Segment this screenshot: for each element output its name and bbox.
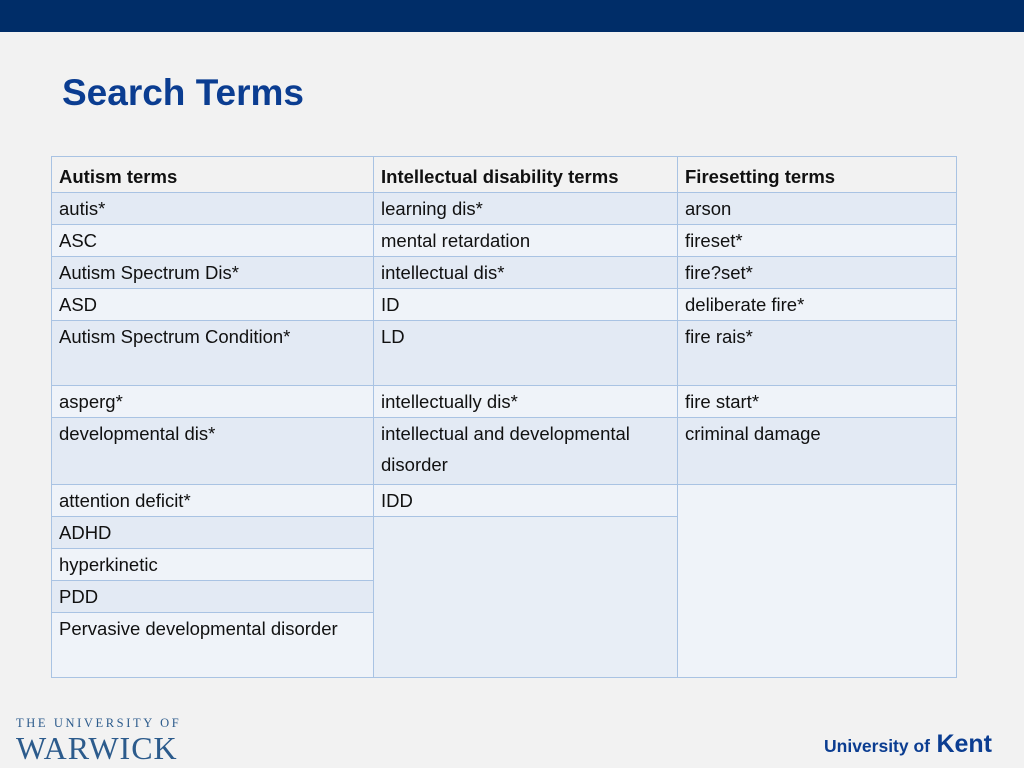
autism-term: ASC <box>52 225 374 257</box>
autism-term: Autism Spectrum Dis* <box>52 257 374 289</box>
autism-term: developmental dis* <box>52 418 374 485</box>
warwick-logo <box>16 716 181 764</box>
fire-term: fire?set* <box>678 257 957 289</box>
header-firesetting: Firesetting terms <box>678 157 957 193</box>
fire-term: deliberate fire* <box>678 289 957 321</box>
table-row <box>52 289 957 321</box>
autism-term: autis* <box>52 193 374 225</box>
table-row <box>52 225 957 257</box>
kent-logo-prefix: University of <box>824 736 930 756</box>
table-row <box>52 386 957 418</box>
kent-logo <box>824 730 992 759</box>
table-row <box>52 257 957 289</box>
id-term: intellectual and developmental disorder <box>374 418 678 485</box>
id-term: LD <box>374 321 678 386</box>
autism-term: ASD <box>52 289 374 321</box>
autism-term: PDD <box>52 581 374 613</box>
autism-term: attention deficit* <box>52 485 374 517</box>
autism-term: ADHD <box>52 517 374 549</box>
page-title: Search Terms <box>62 72 304 113</box>
empty-cell <box>374 517 678 678</box>
id-term: learning dis* <box>374 193 678 225</box>
fire-term: arson <box>678 193 957 225</box>
autism-term: hyperkinetic <box>52 549 374 581</box>
table-row <box>52 193 957 225</box>
autism-term: Autism Spectrum Condition* <box>52 321 374 386</box>
table-header-row <box>52 157 957 193</box>
autism-term: Pervasive developmental disorder <box>52 613 374 678</box>
header-intellectual-disability: Intellectual disability terms <box>374 157 678 193</box>
kent-logo-wordmark: Kent <box>936 730 993 758</box>
id-term: mental retardation <box>374 225 678 257</box>
autism-term: asperg* <box>52 386 374 418</box>
fire-term: fire rais* <box>678 321 957 386</box>
id-term: intellectually dis* <box>374 386 678 418</box>
warwick-logo-wordmark: WARWICK <box>16 730 178 766</box>
id-term: ID <box>374 289 678 321</box>
table-row <box>52 418 957 485</box>
id-term: IDD <box>374 485 678 517</box>
id-term: intellectual dis* <box>374 257 678 289</box>
header-autism: Autism terms <box>52 157 374 193</box>
table-row <box>52 485 957 517</box>
search-terms-table <box>51 156 957 678</box>
fire-term: criminal damage <box>678 418 957 485</box>
fire-term: fireset* <box>678 225 957 257</box>
warwick-logo-small-text: THE UNIVERSITY OF <box>16 716 182 730</box>
empty-cell <box>678 485 957 678</box>
table-row <box>52 321 957 386</box>
top-banner <box>0 0 1024 32</box>
fire-term: fire start* <box>678 386 957 418</box>
